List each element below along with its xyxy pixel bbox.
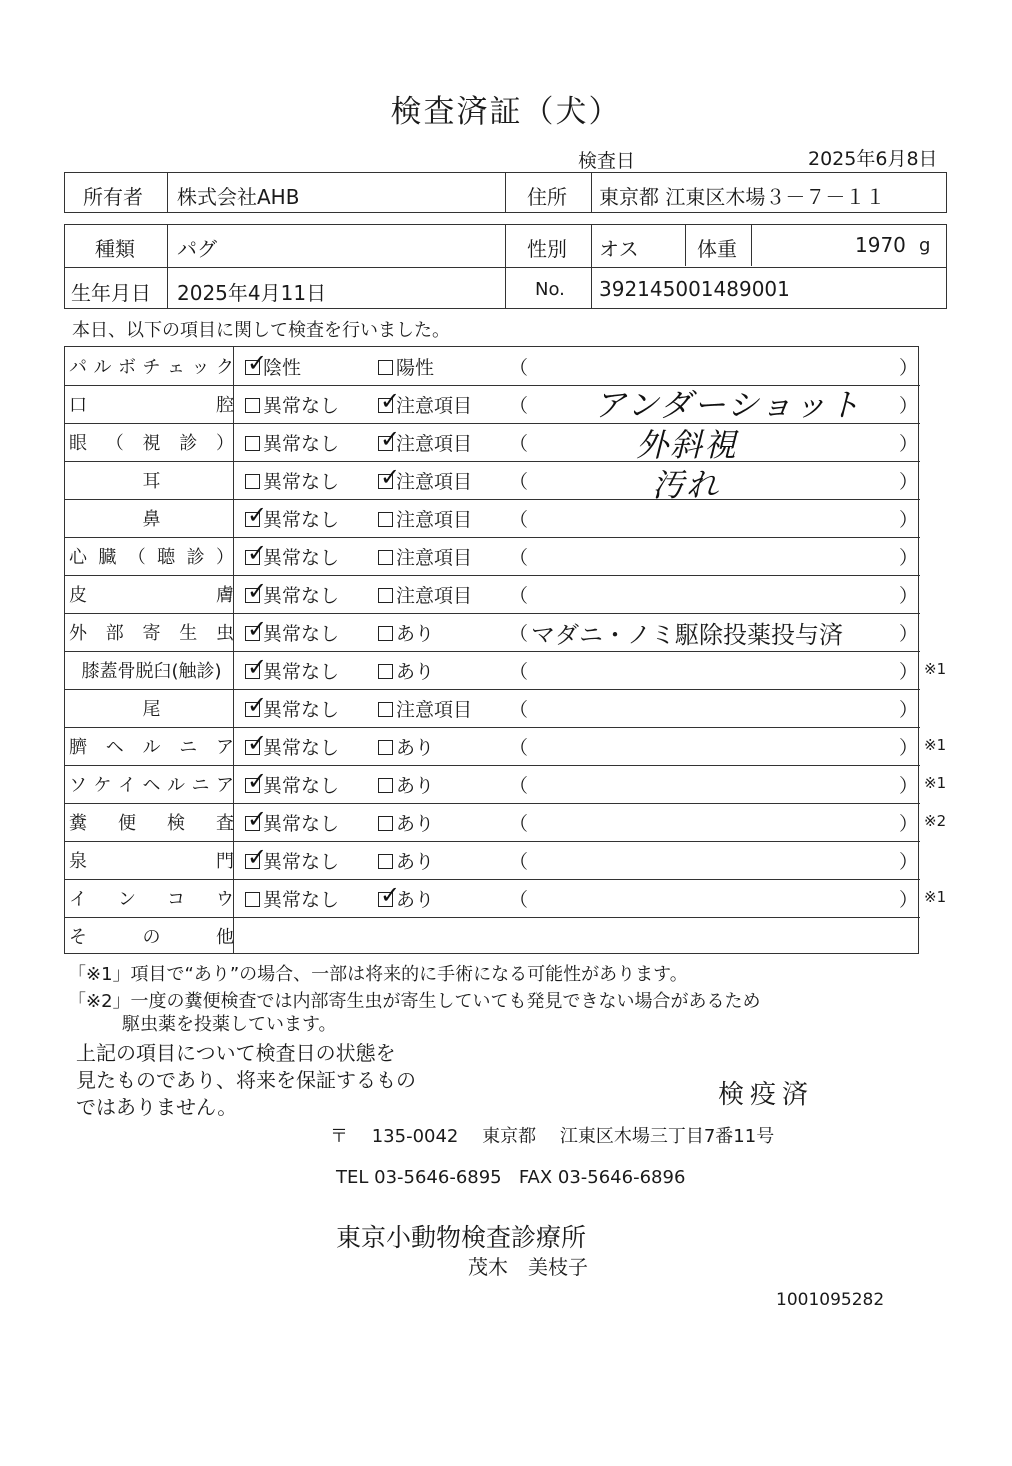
option-1 bbox=[245, 429, 339, 456]
option-2 bbox=[378, 463, 473, 494]
checkbox[interactable] bbox=[378, 664, 393, 679]
option-label: あり bbox=[396, 813, 435, 835]
item-label-char: （ bbox=[127, 547, 146, 568]
checklist-row bbox=[65, 689, 920, 727]
footnote-mark: ※2 bbox=[924, 812, 947, 830]
paren-open: （ bbox=[509, 851, 529, 873]
paren-open: （ bbox=[509, 509, 529, 531]
checklist-table bbox=[64, 346, 919, 954]
option-2 bbox=[378, 353, 434, 380]
item-label-char: ボ bbox=[118, 357, 136, 378]
paren-close: ） bbox=[899, 585, 919, 607]
item-remark: マダニ・ノミ駆除投薬投与済 bbox=[531, 621, 843, 649]
contact-line bbox=[336, 1167, 685, 1188]
checkbox[interactable] bbox=[245, 653, 268, 681]
item-label-char: ル bbox=[93, 357, 112, 378]
item-label-char: の bbox=[142, 927, 161, 948]
option-2 bbox=[378, 881, 435, 912]
owner-box bbox=[64, 172, 947, 213]
item-label-char: ヘ bbox=[105, 737, 124, 758]
paren-close: ） bbox=[899, 509, 919, 531]
checkbox[interactable] bbox=[245, 539, 268, 567]
item-label bbox=[69, 695, 234, 721]
footnote-mark: ※1 bbox=[924, 774, 947, 792]
owner-name: 株式会社AHB bbox=[177, 185, 300, 209]
checkbox[interactable] bbox=[245, 577, 268, 605]
item-label bbox=[69, 581, 234, 607]
item-label bbox=[69, 353, 234, 379]
option-label: 異常なし bbox=[263, 585, 340, 607]
check-mark-icon: ✓ bbox=[380, 463, 401, 491]
item-label-char: ア bbox=[216, 775, 234, 796]
checklist-row-other bbox=[65, 917, 920, 955]
option-label: 異常なし bbox=[263, 433, 340, 455]
serial-number: 1001095282 bbox=[776, 1290, 885, 1310]
item-label-char: イ bbox=[69, 889, 87, 910]
option-1 bbox=[245, 805, 340, 836]
paren-open: （ bbox=[509, 737, 529, 759]
owner-address: 東京都 江東区木場３－７－１１ bbox=[599, 185, 886, 209]
option-label: 異常なし bbox=[263, 851, 340, 873]
intro-text: 本日、以下の項目に関して検査を行いました。 bbox=[72, 320, 450, 341]
item-label-char: 門 bbox=[216, 851, 234, 872]
row-divider bbox=[65, 727, 920, 728]
checklist-row bbox=[65, 879, 920, 917]
check-mark-icon: ✓ bbox=[247, 349, 268, 377]
item-label-char: 口 bbox=[69, 395, 87, 416]
paren-open: （ bbox=[509, 775, 529, 797]
check-mark-icon: ✓ bbox=[247, 539, 268, 567]
paren-open: （ bbox=[509, 471, 529, 493]
option-2 bbox=[378, 619, 434, 646]
paren-close: ） bbox=[899, 433, 919, 455]
checkbox[interactable] bbox=[378, 881, 401, 909]
checklist-row bbox=[65, 461, 920, 499]
item-label-char: 虫 bbox=[216, 623, 234, 644]
tel-number: TEL 03-5646-6895 bbox=[336, 1167, 502, 1188]
option-label: 異常なし bbox=[263, 547, 340, 569]
paren-close: ） bbox=[899, 889, 919, 911]
handwritten-remark-eye: 外斜視 bbox=[636, 426, 739, 464]
option-label: 異常なし bbox=[263, 699, 340, 721]
item-label-char: ン bbox=[118, 889, 136, 910]
option-2 bbox=[378, 771, 434, 798]
breed-label: 種類 bbox=[95, 237, 135, 261]
item-label-char: 皮 bbox=[69, 585, 87, 606]
item-label-char: ッ bbox=[191, 357, 210, 378]
checkbox[interactable] bbox=[378, 740, 393, 755]
item-label-char: ク bbox=[216, 357, 234, 378]
checklist-row bbox=[65, 727, 920, 765]
option-label: 注意項目 bbox=[396, 433, 473, 455]
paren-close: ） bbox=[899, 623, 919, 645]
checkbox[interactable] bbox=[245, 729, 268, 757]
checklist-row bbox=[65, 423, 920, 461]
item-label-char: チ bbox=[142, 357, 161, 378]
weight-label: 体重 bbox=[697, 237, 737, 261]
option-label: 陽性 bbox=[396, 357, 435, 379]
option-1 bbox=[245, 767, 340, 798]
item-label-char: ル bbox=[167, 775, 185, 796]
checkbox[interactable] bbox=[245, 501, 268, 529]
checklist-row bbox=[65, 765, 920, 803]
checklist-row bbox=[65, 841, 920, 879]
option-1 bbox=[245, 391, 339, 418]
check-mark-icon: ✓ bbox=[380, 425, 401, 453]
disclaimer-line-3: ではありません。 bbox=[76, 1095, 238, 1119]
option-1 bbox=[245, 691, 340, 722]
row-divider bbox=[65, 765, 920, 766]
checkbox[interactable] bbox=[378, 588, 393, 603]
paren-close: ） bbox=[899, 395, 919, 417]
item-label bbox=[69, 543, 234, 569]
address-label: 住所 bbox=[527, 185, 567, 209]
paren-open: （ bbox=[509, 357, 529, 379]
number-label: No. bbox=[535, 279, 565, 300]
checkbox[interactable] bbox=[378, 816, 393, 831]
inspection-stamp: 検疫済 bbox=[718, 1080, 815, 1110]
clinic-address-line bbox=[330, 1122, 774, 1148]
breed-value: パグ bbox=[177, 237, 217, 261]
checkbox[interactable] bbox=[378, 463, 401, 491]
item-label-char: 査 bbox=[216, 813, 234, 834]
item-label-char: 糞 bbox=[69, 813, 87, 834]
checkbox[interactable] bbox=[378, 778, 393, 793]
disclaimer bbox=[76, 1040, 416, 1121]
item-label-char: 視 bbox=[142, 433, 161, 454]
item-label bbox=[69, 809, 234, 835]
checkbox[interactable] bbox=[378, 512, 393, 527]
exam-date: 2025年6月8日 bbox=[808, 148, 938, 170]
option-2 bbox=[378, 657, 434, 684]
footnote-2-line2: 駆虫薬を投薬しています。 bbox=[122, 1014, 337, 1035]
item-label-char: 検 bbox=[167, 813, 185, 834]
item-label bbox=[69, 657, 234, 683]
item-label-char: ウ bbox=[216, 889, 234, 910]
item-label-char: ア bbox=[216, 737, 234, 758]
paren-close: ） bbox=[899, 699, 919, 721]
fax-number: FAX 03-5646-6896 bbox=[518, 1167, 686, 1188]
sex-label: 性別 bbox=[527, 237, 567, 261]
option-2 bbox=[378, 847, 434, 874]
check-mark-icon: ✓ bbox=[380, 387, 401, 415]
option-1 bbox=[245, 885, 339, 912]
item-label-char: （ bbox=[105, 433, 124, 454]
doctor-name: 茂木 美枝子 bbox=[468, 1255, 588, 1279]
option-2 bbox=[378, 505, 472, 532]
paren-close: ） bbox=[899, 737, 919, 759]
option-1 bbox=[245, 349, 302, 380]
item-label-char: ェ bbox=[167, 357, 185, 378]
checkbox[interactable] bbox=[245, 767, 268, 795]
item-label-char: 聴 bbox=[157, 547, 176, 568]
option-label: 異常なし bbox=[263, 775, 340, 797]
option-label: 異常なし bbox=[263, 889, 340, 911]
check-mark-icon: ✓ bbox=[247, 577, 268, 605]
option-1 bbox=[245, 653, 340, 684]
row-divider bbox=[65, 613, 920, 614]
item-label bbox=[69, 467, 234, 493]
paren-close: ） bbox=[899, 357, 919, 379]
item-label-char: 眼 bbox=[69, 433, 87, 454]
item-label-char: 膚 bbox=[216, 585, 234, 606]
row-divider bbox=[65, 499, 920, 500]
option-label: 異常なし bbox=[263, 623, 340, 645]
item-label-char: ニ bbox=[191, 775, 210, 796]
paren-open: （ bbox=[509, 395, 529, 417]
disclaimer-line-1: 上記の項目について検査日の状態を bbox=[76, 1041, 396, 1065]
item-label-char: パ bbox=[69, 357, 87, 378]
option-1 bbox=[245, 577, 340, 608]
row-divider bbox=[65, 537, 920, 538]
item-label bbox=[69, 505, 234, 531]
item-label bbox=[69, 391, 234, 417]
checklist-row bbox=[65, 499, 920, 537]
item-label-char: ル bbox=[142, 737, 161, 758]
item-label-char: 臍 bbox=[69, 737, 87, 758]
checklist-row bbox=[65, 651, 920, 689]
item-label bbox=[69, 429, 234, 455]
item-label bbox=[69, 733, 234, 759]
checkbox[interactable] bbox=[378, 387, 401, 415]
item-label-char: 診 bbox=[179, 433, 198, 454]
option-2 bbox=[378, 733, 434, 760]
clinic-address: 東京都 江東区木場三丁目7番11号 bbox=[482, 1126, 775, 1147]
option-label: 異常なし bbox=[263, 737, 340, 759]
paren-open: （ bbox=[509, 623, 529, 645]
item-label-text: 膝蓋骨脱臼(触診) bbox=[81, 661, 222, 682]
option-label: 異常なし bbox=[263, 813, 340, 835]
item-label-char: 外 bbox=[69, 623, 87, 644]
row-divider bbox=[65, 917, 920, 918]
option-2 bbox=[378, 809, 434, 836]
option-label: あり bbox=[396, 851, 435, 873]
checkbox[interactable] bbox=[378, 702, 393, 717]
item-label-char: 鼻 bbox=[142, 509, 161, 530]
checkbox[interactable] bbox=[245, 436, 260, 451]
item-label-char: イ bbox=[118, 775, 136, 796]
check-mark-icon: ✓ bbox=[247, 805, 268, 833]
paren-close: ） bbox=[899, 813, 919, 835]
option-label: あり bbox=[396, 889, 435, 911]
checklist-row bbox=[65, 803, 920, 841]
option-1 bbox=[245, 539, 340, 570]
row-divider bbox=[65, 461, 920, 462]
document-title: 検査済証（犬） bbox=[390, 94, 622, 130]
item-label-char: ） bbox=[215, 547, 234, 568]
item-label-char: 部 bbox=[105, 623, 124, 644]
row-divider bbox=[65, 689, 920, 690]
item-label-char: 耳 bbox=[142, 471, 161, 492]
paren-close: ） bbox=[899, 471, 919, 493]
checkbox[interactable] bbox=[245, 349, 268, 377]
item-label bbox=[69, 923, 234, 949]
checklist-row bbox=[65, 537, 920, 575]
birth-date: 2025年4月11日 bbox=[177, 281, 327, 305]
check-mark-icon: ✓ bbox=[247, 767, 268, 795]
footnote-1: 「※1」項目で“あり”の場合、一部は将来的に手術になる可能性があります。 bbox=[68, 964, 688, 985]
option-label: 異常なし bbox=[263, 661, 340, 683]
item-label-char: ） bbox=[216, 433, 234, 454]
paren-open: （ bbox=[509, 585, 529, 607]
checkbox[interactable] bbox=[245, 615, 268, 643]
paren-open: （ bbox=[509, 433, 529, 455]
option-label: あり bbox=[396, 775, 435, 797]
checkbox[interactable] bbox=[245, 691, 268, 719]
item-label-char: 心 bbox=[69, 547, 87, 568]
item-label-char: 尾 bbox=[142, 699, 161, 720]
paren-close: ） bbox=[899, 547, 919, 569]
row-divider bbox=[65, 651, 920, 652]
option-label: 異常なし bbox=[263, 395, 340, 417]
sex-value: オス bbox=[599, 237, 639, 261]
checkbox[interactable] bbox=[378, 425, 401, 453]
option-label: 陰性 bbox=[263, 357, 302, 379]
handwritten-remark-ear: 汚れ bbox=[652, 466, 721, 504]
option-label: 注意項目 bbox=[396, 471, 473, 493]
option-label: 注意項目 bbox=[396, 395, 473, 417]
option-1 bbox=[245, 843, 340, 874]
handwritten-remark-mouth: アンダーショット bbox=[594, 386, 863, 424]
weight-value: 1970 bbox=[855, 233, 906, 257]
item-label-char: 腔 bbox=[216, 395, 234, 416]
option-1 bbox=[245, 467, 339, 494]
checklist-row bbox=[65, 613, 920, 651]
check-mark-icon: ✓ bbox=[247, 843, 268, 871]
birth-label: 生年月日 bbox=[71, 281, 151, 305]
item-label-char: 便 bbox=[118, 813, 136, 834]
item-label-char: ケ bbox=[93, 775, 112, 796]
exam-date-label: 検査日 bbox=[578, 150, 636, 172]
row-divider bbox=[65, 803, 920, 804]
option-2 bbox=[378, 581, 472, 608]
paren-close: ） bbox=[899, 661, 919, 683]
item-label-char: コ bbox=[167, 889, 185, 910]
option-label: あり bbox=[396, 661, 435, 683]
animal-box bbox=[64, 224, 947, 309]
item-label-char: ソ bbox=[69, 775, 87, 796]
option-2 bbox=[378, 695, 472, 722]
check-mark-icon: ✓ bbox=[247, 501, 268, 529]
paren-open: （ bbox=[509, 813, 529, 835]
item-label-char: ヘ bbox=[142, 775, 161, 796]
row-divider bbox=[65, 841, 920, 842]
option-2 bbox=[378, 425, 473, 456]
paren-open: （ bbox=[509, 699, 529, 721]
check-mark-icon: ✓ bbox=[247, 615, 268, 643]
registration-number: 392145001489001 bbox=[599, 277, 790, 301]
paren-open: （ bbox=[509, 661, 529, 683]
weight-unit: g bbox=[919, 235, 931, 256]
footnote-mark: ※1 bbox=[924, 660, 947, 678]
check-mark-icon: ✓ bbox=[247, 691, 268, 719]
item-label bbox=[69, 847, 234, 873]
row-divider bbox=[65, 575, 920, 576]
checkbox[interactable] bbox=[378, 626, 393, 641]
checkbox[interactable] bbox=[378, 550, 393, 565]
paren-open: （ bbox=[509, 889, 529, 911]
option-1 bbox=[245, 729, 340, 760]
item-label-char: 臓 bbox=[98, 547, 117, 568]
checkbox[interactable] bbox=[378, 360, 393, 375]
checkbox[interactable] bbox=[378, 854, 393, 869]
option-2 bbox=[378, 387, 473, 418]
check-mark-icon: ✓ bbox=[380, 881, 401, 909]
checklist-row bbox=[65, 575, 920, 613]
item-label-char: 診 bbox=[186, 547, 205, 568]
option-label: あり bbox=[396, 623, 435, 645]
footnote-mark: ※1 bbox=[924, 736, 947, 754]
item-label bbox=[69, 885, 234, 911]
paren-close: ） bbox=[899, 851, 919, 873]
option-2 bbox=[378, 543, 472, 570]
postal-code: 〒 135-0042 bbox=[330, 1126, 459, 1147]
item-label-char: 生 bbox=[179, 623, 198, 644]
item-label-char: 他 bbox=[216, 927, 234, 948]
owner-label: 所有者 bbox=[83, 185, 143, 209]
option-1 bbox=[245, 501, 340, 532]
option-label: 注意項目 bbox=[396, 509, 473, 531]
item-label-char: 寄 bbox=[142, 623, 161, 644]
item-label-char: ニ bbox=[179, 737, 198, 758]
option-label: あり bbox=[396, 737, 435, 759]
checkbox[interactable] bbox=[245, 892, 260, 907]
paren-close: ） bbox=[899, 775, 919, 797]
option-label: 異常なし bbox=[263, 509, 340, 531]
checkbox[interactable] bbox=[245, 843, 268, 871]
footnote-mark: ※1 bbox=[924, 888, 947, 906]
check-mark-icon: ✓ bbox=[247, 729, 268, 757]
disclaimer-line-2: 見たものであり、将来を保証するもの bbox=[76, 1068, 416, 1092]
check-mark-icon: ✓ bbox=[247, 653, 268, 681]
paren-open: （ bbox=[509, 547, 529, 569]
option-label: 注意項目 bbox=[396, 585, 473, 607]
item-label-char: 泉 bbox=[69, 851, 87, 872]
footnote-2-line1: 「※2」一度の糞便検査では内部寄生虫が寄生していても発見できない場合があるため bbox=[68, 991, 761, 1012]
row-divider bbox=[65, 879, 920, 880]
item-label bbox=[69, 771, 234, 797]
option-label: 注意項目 bbox=[396, 699, 473, 721]
item-label bbox=[69, 619, 234, 645]
checkbox[interactable] bbox=[245, 398, 260, 413]
checkbox[interactable] bbox=[245, 474, 260, 489]
checkbox[interactable] bbox=[245, 805, 268, 833]
option-1 bbox=[245, 615, 340, 646]
item-label-char: そ bbox=[69, 927, 87, 948]
clinic-name: 東京小動物検査診療所 bbox=[336, 1223, 587, 1252]
option-label: 注意項目 bbox=[396, 547, 473, 569]
option-label: 異常なし bbox=[263, 471, 340, 493]
